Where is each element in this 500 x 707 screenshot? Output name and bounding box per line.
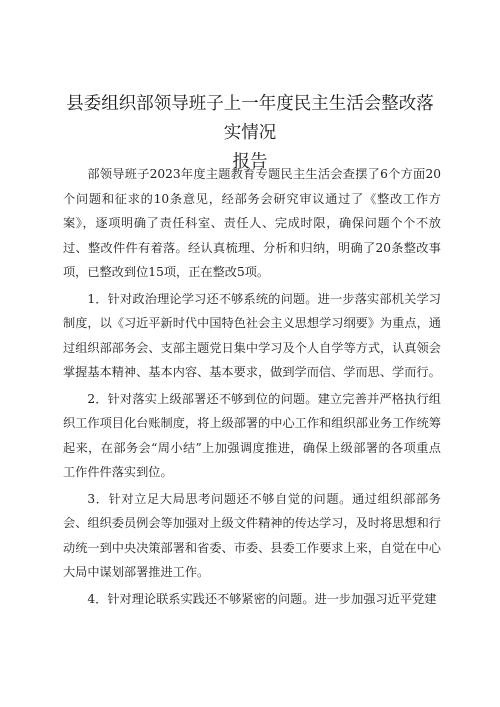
intro-paragraph: 部领导班子2023年度主题教育专题民主生活会查摆了6个方面20个问题和征求的10条意见，经部务会研究审议通过了《整改工作方案》，逐项明确了责任科室、责任人、完成时限，确保问题个个不放过、整改件件有着落。经认真梳理、分析和归纳，明确了20条整改事项，已整改到位15项，正在整改5项。 [63,167,441,279]
document-body [63,162,441,611]
item-paragraph-4: 4．针对理论联系实践还不够紧密的问题。进一步加强习近平党建 [87,591,437,606]
item-paragraph-2: 2．针对落实上级部署还不够到位的问题。建立完善并严格执行组织工作项目化台账制度，将上级部署的中心工作和组织部业务工作统筹起来，在部务会“周小结”上加强调度推进，确保上级部署的各项重点工作件件落实到位。 [63,391,441,479]
title-line-1: 县委组织部领导班子上一年度民主生活会整改落实情况 [66,94,434,143]
item-paragraph-3: 3．针对立足大局思考问题还不够自觉的问题。通过组织部部务会、组织委员例会等加强对上级文件精神的传达学习，及时将思想和行动统一到中央决策部署和省委、市委、县委工作要求上来，自觉在中心大局中谋划部署推进工作。 [63,491,441,579]
title-line-2: 报告 [232,152,268,172]
item-paragraph-1: 1．针对政治理论学习还不够系统的问题。进一步落实部机关学习制度，以《习近平新时代中国特色社会主义思想学习纲要》为重点，通过组织部部务会、支部主题党日集中学习及个人自学等方式，认真领会掌握基本精神、基本内容、基本要求，做到学而信、学而思、学而行。 [63,291,441,379]
